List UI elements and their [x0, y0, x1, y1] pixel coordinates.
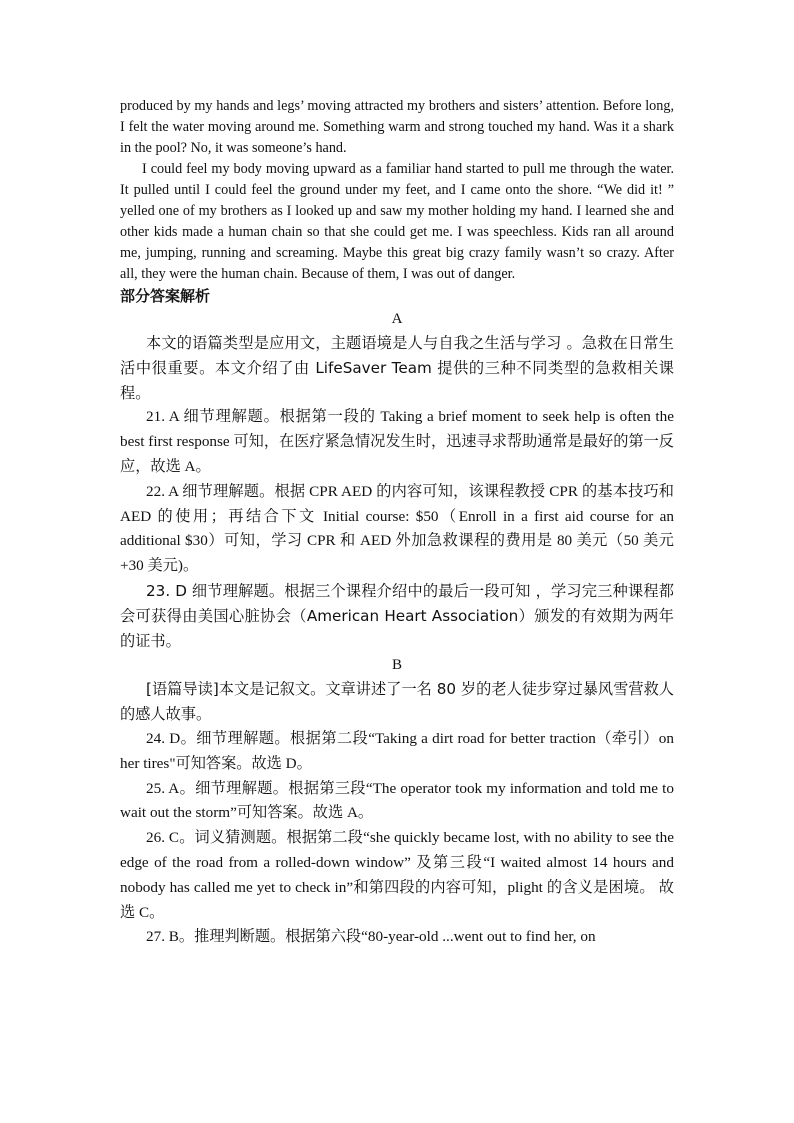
- section-a-letter: A: [391, 311, 403, 327]
- section-a: [120, 331, 674, 653]
- story-text: [120, 96, 674, 285]
- answer-23: 23. D 细节理解题。根据三个课程介绍中的最后一段可知 ，学习完三种课程都会可获得由美国心脏协会（American Heart Association）颁发的有效期为两年的证书。: [120, 581, 674, 650]
- story-paragraph-1: produced by my hands and legs’ moving attracted my brothers and sisters’ attention. Before long, I felt the water moving around me. Something warm and strong touched my hand. Was it a shark in the pool? No, it was someone’s hand.: [120, 98, 674, 156]
- story-paragraph-2: I could feel my body moving upward as a familiar hand started to pull me through the water. It pulled until I could feel the ground under my feet, and I came onto the shore. “We did it! ” yelled one of my brothers as I looked up and saw my mother holding my hand. I learned she and other kids made a human chain so that she could get me. I was speechless. Kids ran all around me, jumping, running and screaming. Maybe this great big crazy family wasn’t so crazy. After all, they were the human chain. Because of them, I was out of danger.: [120, 161, 674, 282]
- section-b-letter: B: [391, 657, 402, 674]
- answer-24: 24. D。细节理解题。根据第二段“Taking a dirt road for better traction（牵引）on her tires"可知答案。故选 D。: [120, 729, 674, 772]
- answer-22: 22. A 细节理解题。根据 CPR AED 的内容可知，该课程教授 CPR 的基本技巧和 AED 的使用；再结合下文 Initial course: $50（Enroll in a first aid course for an additional $30）可知，学习 CPR 和 AED 外加急救课程的费用是 80 美元（50 美元+30 美元)。: [120, 482, 674, 575]
- answer-21: 21. A 细节理解题。根据第一段的 Taking a brief moment to seek help is often the best first response 可知，在医疗紧急情况发生时，迅速寻求帮助通常是最好的第一反应，故选 A。: [120, 408, 674, 475]
- answer-26: 26. C。词义猜测题。根据第二段“she quickly became lost, with no ability to see the edge of the road from a rolled-down window” 及第三段“I waited almost 14 hours and nobody has called me yet to check in”和第四段的内容可知，plight 的含义是困境。 故选 C。: [120, 829, 674, 921]
- answer-25: 25. A。细节理解题。根据第三段“The operator took my information and told me to wait out the storm”可知答案。故选 A。: [120, 779, 674, 822]
- answer-27: 27. B。推理判断题。根据第六段“80-year-old ...went out to find her, on: [146, 928, 596, 946]
- document-page: [120, 96, 674, 950]
- section-b: [120, 677, 674, 950]
- section-b-intro: [语篇导读]本文是记叙文。文章讲述了一名 80 岁的老人徒步穿过暴风雪营救人的感人故事。: [120, 680, 674, 724]
- section-a-intro: 本文的语篇类型是应用文，主题语境是人与自我之生活与学习 。急救在日常生活中很重要。本文介绍了由 LifeSaver Team 提供的三种不同类型的急救相关课程。: [120, 334, 674, 402]
- answers-heading: 部分答案解析: [120, 287, 211, 305]
